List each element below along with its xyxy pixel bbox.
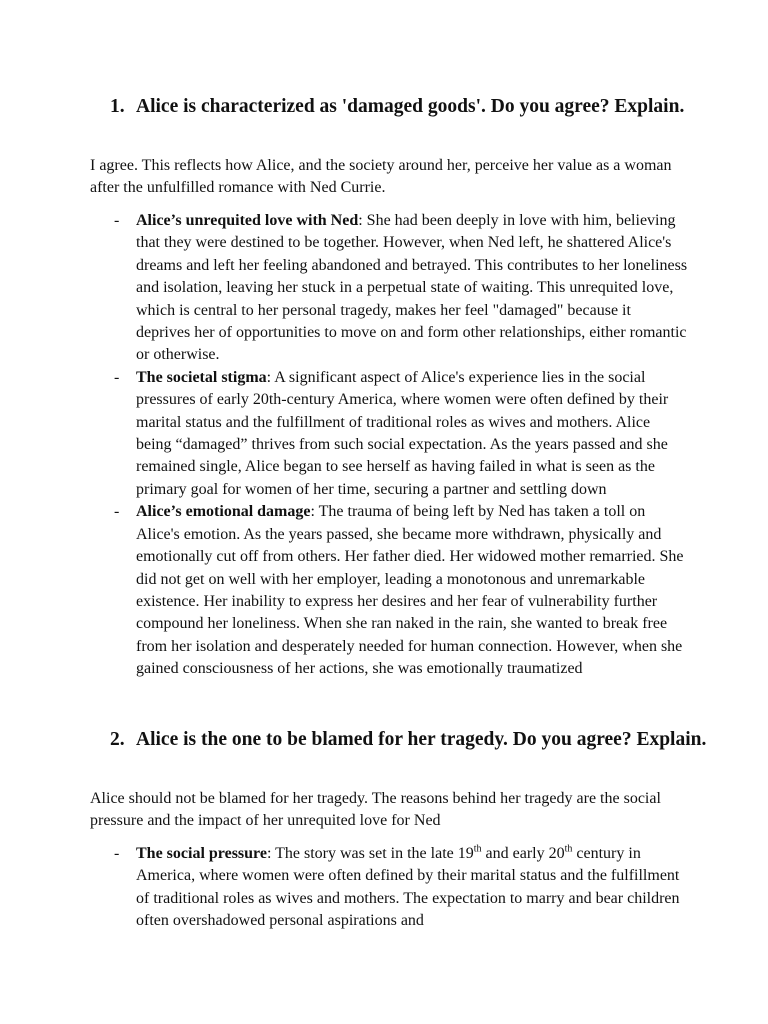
question-2-heading	[110, 727, 710, 753]
question-2-number: 2.	[110, 729, 125, 750]
question-2-text: Alice is the one to be blamed for her tragedy. Do you agree? Explain.	[136, 729, 707, 750]
bullet-text-part: century in America, where women were often defined by their marital status and the fulfillment of traditional roles as wives and mothers. The expectation to marry and bear children often overshadowed personal aspirations and	[136, 845, 680, 930]
bullet-text-part: : The story was set in the late 19	[266, 845, 474, 862]
question-1-answer: I agree. This reflects how Alice, and the society around her, perceive her value as a woman after the unfulfilled romance with Ned Currie.	[90, 157, 672, 197]
list-item	[110, 501, 688, 680]
list-item	[110, 210, 688, 367]
bullet-text: : She had been deeply in love with him, believing that they were destined to be together. However, when Ned left, he shattered Alice's dreams and left her feeling abandoned and betrayed. This contributes to her loneliness and isolation, leaving her stuck in a perpetual state of waiting. This unrequited love, which is central to her personal tragedy, makes her feel "damaged" because it deprives her of opportunities to move on and form other relationships, either romantic or otherwise.	[136, 212, 688, 364]
question-1-bullet-list	[110, 210, 688, 681]
superscript-th: th	[473, 843, 482, 855]
bullet-title: Alice’s emotional damage	[136, 503, 311, 521]
question-1-number: 1.	[110, 96, 125, 117]
question-2-bullet-list	[110, 843, 688, 933]
bullet-text: : The trauma of being left by Ned has taken a toll on Alice's emotion. As the years passed, she became more withdrawn, physically and emotionally cut off from others. Her father died. Her widowed mother remarried. She did not get on well with her employer, leading a monotonous and unremarkable existence. Her inability to express her desires and her fear of vulnerability further compound her loneliness. When she ran naked in the rain, she wanted to break free from her isolation and desperately needed for human connection. However, when she gained consciousness of her actions, she was emotionally traumatized	[136, 503, 684, 678]
bullet-dash: -	[114, 845, 120, 862]
bullet-text: : A significant aspect of Alice's experience lies in the social pressures of early 20th-century America, where women were often defined by their marital status and the fulfillment of traditional roles as wives and mothers. Alice being “damaged” thrives from such social expectation. As the years passed and she remained single, Alice began to see herself as having failed in what is seen as the primary goal for women of her time, securing a partner and settling down	[136, 368, 669, 498]
list-item	[110, 367, 688, 501]
bullet-dash: -	[114, 212, 120, 229]
bullet-title: The societal stigma	[136, 368, 267, 386]
bullet-title: Alice’s unrequited love with Ned	[136, 212, 359, 229]
question-2-answer: Alice should not be blamed for her tragedy. The reasons behind her tragedy are the social pressure and the impact of her unrequited love for Ned	[90, 790, 661, 830]
bullet-dash: -	[114, 368, 120, 386]
bullet-dash: -	[114, 503, 120, 521]
bullet-text-part: and early 20	[481, 845, 565, 862]
question-1-heading	[110, 94, 710, 120]
list-item	[110, 843, 688, 933]
bullet-title: The social pressure	[136, 845, 267, 862]
superscript-th: th	[564, 843, 573, 855]
question-1-text: Alice is characterized as 'damaged goods'. Do you agree? Explain.	[136, 96, 685, 117]
